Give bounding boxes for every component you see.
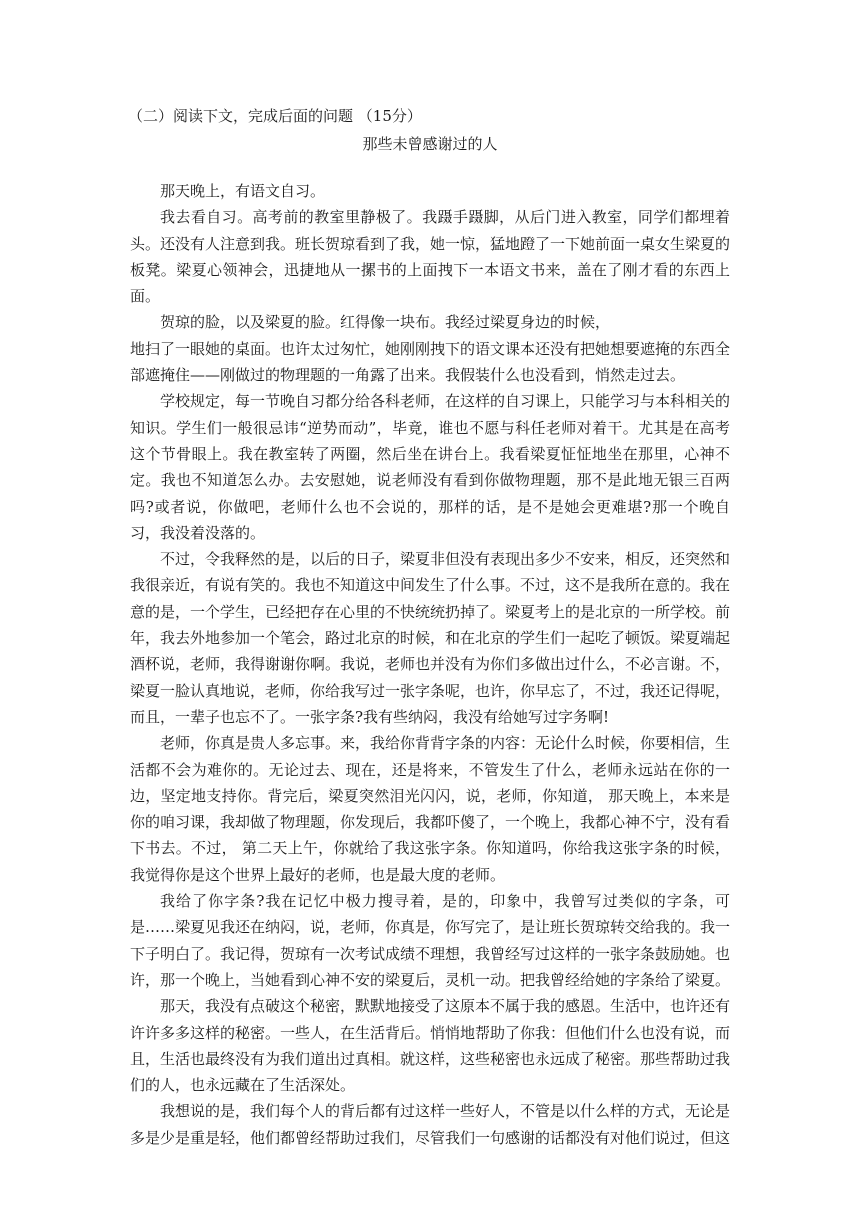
paragraph-6: 老师，你真是贵人多忘事。来，我给你背背字条的内容：无论什么时候，你要相信，生活都不会为难你的。无论过去、现在，还是将来，不管发生了什么，老师永远站在你的一边，坚定地支持你。背完后，梁夏突然泪光闪闪，说，老师，你知道， 那天晚上，本来是你的咱习课，我却做了物理题，你发现后，我都吓傻了，一个晚上，我都心神不宁，没有看下书去。不过， 第二天上午，你就给了我这张字条。你知道吗，你给我这张字条的时候，我觉得你是这个世界上最好的老师，也是最大度的老师。	[130, 734, 731, 884]
paragraph-8: 那天，我没有点破这个秘密，默默地接受了这原本不属于我的感恩。生活中，也许还有许许多多这样的秘密。一些人，在生活背后。悄悄地帮助了你我：但他们什么也没有说，而且，生活也最终没有为我们道出过真相。就这样，这些秘密也永远成了秘密。那些帮助过我们的人，也永远藏在了生活深处。	[130, 997, 731, 1095]
paragraph-9: 我想说的是，我们每个人的背后都有过这样一些好人，不管是以什么样的方式，无论是多是少是重是轻，他们都曾经帮助过我们，尽管我们一句感谢的话都没有对他们说过，但这	[130, 1102, 731, 1147]
paragraph-5: 不过，令我释然的是，以后的日子，梁夏非但没有表现出多少不安来，相反，还突然和我很亲近，有说有笑的。我也不知道这中间发生了什么事。不过，这不是我所在意的。我在意的是，一个学生，已经把存在心里的不快统统扔掉了。梁夏考上的是北京的一所学校。前年，我去外地参加一个笔会，路过北京的时候，和在北京的学生们一起吃了顿饭。梁夏端起酒杯说，老师，我得谢谢你啊。我说，老师也并没有为你们多做出过什么，不必言谢。不，梁夏一脸认真地说，老师，你给我写过一张字条呢，也许，你早忘了，不过，我还记得呢，而且，一辈子也忘不了。一张字条?我有些纳闷，我没有给她写过字务啊!	[130, 550, 731, 726]
article-title: 那些未曾感谢过的人	[362, 135, 498, 153]
paragraph-4: 学校规定，每一节晚自习都分给各科老师，在这样的自习课上，只能学习与本科相关的知识。学生们一般很忌讳“逆势而动”，毕竟，谁也不愿与科任老师对着干。尤其是在高考这个节骨眼上。我在教室转了两圈，然后坐在讲台上。我看梁夏怔怔地坐在那里，心神不定。我也不知道怎么办。去安慰她，说老师没有看到你做物理题，那不是此地无银三百两吗?或者说，你做吧，老师什么也不会说的，那样的话，是不是她会更难堪?那一个晚自习，我没着没落的。	[130, 392, 731, 542]
paragraph-7: 我给了你字条?我在记忆中极力搜寻着，是的，印象中，我曾写过类似的字条，可是……梁夏见我还在纳闷，说，老师，你真是，你写完了，是让班长贺琼转交给我的。我一下子明白了。我记得，贺琼有一次考试成绩不理想，我曾经写过这样的一张字条鼓励她。也许，那一个晚上，当她看到心神不安的梁夏后，灵机一动。把我曾经给她的字条给了梁夏。	[130, 892, 731, 989]
paragraph-1: 那天晚上，有语文自习。	[160, 182, 326, 200]
paragraph-2: 我去看自习。高考前的教室里静极了。我蹑手蹑脚，从后门进入教室，同学们都埋着头。还没有人注意到我。班长贺琼看到了我，她一惊，猛地蹬了一下她前面一桌女生梁夏的板凳。梁夏心领神会，迅捷地从一摞书的上面拽下一本语文书来，盖在了刚才看的东西上面。	[130, 208, 731, 306]
section-header: （二）阅读下文，完成后面的问题 （15分）	[128, 107, 422, 125]
article-body	[130, 178, 730, 1151]
paragraph-3: 贺琼的脸，以及梁夏的脸。红得像一块布。我经过梁夏身边的时候，	[160, 313, 611, 332]
paragraph-3-continued: 地扫了一眼她的桌面。也许太过匆忙，她刚刚拽下的语文课本还没有把她想要遮掩的东西全部遮掩住——刚做过的物理题的一角露了出来。我假装什么也没看到，悄然走过去。	[130, 339, 731, 385]
